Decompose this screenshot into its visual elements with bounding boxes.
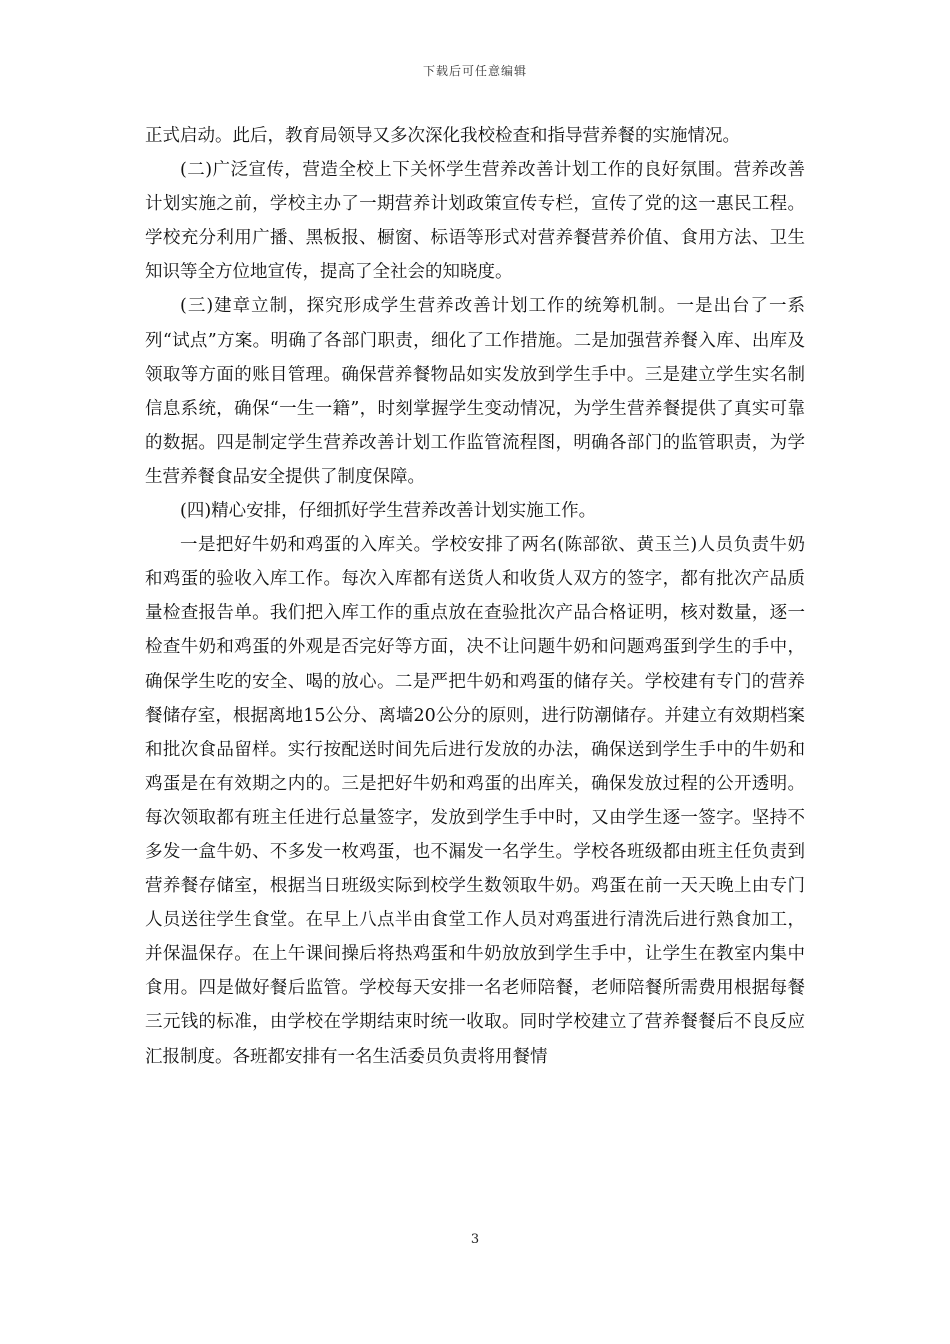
paragraph-implementation: 一是把好牛奶和鸡蛋的入库关。学校安排了两名(陈部欲、黄玉兰)人员负责牛奶和鸡蛋的验收入库工作。每次入库都有送货人和收货人双方的签字，都有批次产品质量检查报告单。我们把入库工作的重点放在查验批次产品合格证明，核对数量，逐一检查牛奶和鸡蛋的外观是否完好等方面，决不让问题牛奶和问题鸡蛋到学生的手中，确保学生吃的安全、喝的放心。二是严把牛奶和鸡蛋的储存关。学校建有专门的营养餐储存室，根据离地15公分、离墙20公分的原则，进行防潮储存。并建立有效期档案和批次食品留样。实行按配送时间先后进行发放的办法，确保送到学生手中的牛奶和鸡蛋是在有效期之内的。三是把好牛奶和鸡蛋的出库关，确保发放过程的公开透明。每次领取都有班主任进行总量签字，发放到学生手中时，又由学生逐一签字。坚持不多发一盒牛奶、不多发一枚鸡蛋，也不漏发一名学生。学校各班级都由班主任负责到营养餐存储室，根据当日班级实际到校学生数领取牛奶。鸡蛋在前一天天晚上由专门人员送往学生食堂。在早上八点半由食堂工作人员对鸡蛋进行清洗后进行熟食加工，并保温保存。在上午课间操后将热鸡蛋和牛奶放放到学生手中，让学生在教室内集中食用。四是做好餐后监管。学校每天安排一名老师陪餐，老师陪餐所需费用根据每餐三元钱的标准，由学校在学期结束时统一收取。同时学校建立了营养餐餐后不良反应汇报制度。各班都安排有一名生活委员负责将用餐情 bbox=[145, 535, 805, 1067]
paragraph-continuation: 正式启动。此后，教育局领导又多次深化我校检查和指导营养餐的实施情况。 bbox=[145, 126, 740, 146]
page-number: 3 bbox=[470, 1232, 480, 1247]
paragraph-section-heading: (四)精心安排，仔细抓好学生营养改善计划实施工作。 bbox=[180, 501, 597, 522]
page-header: 下载后可任意编辑 bbox=[422, 64, 527, 78]
paragraph-regulations: (三)建章立制，探究形成学生营养改善计划工作的统筹机制。一是出台了一系列“试点”方案。明确了各部门职责，细化了工作措施。二是加强营养餐入库、出库及领取等方面的账目管理。确保营养餐物品如实发放到学生手中。三是建立学生实名制信息系统，确保“一生一籍”，时刻掌握学生变动情况，为学生营养餐提供了真实可靠的数据。四是制定学生营养改善计划工作监管流程图，明确各部门的监管职责，为学生营养餐食品安全提供了制度保障。 bbox=[145, 296, 805, 487]
paragraph-publicity: (二)广泛宣传，营造全校上下关怀学生营养改善计划工作的良好氛围。营养改善计划实施之前，学校主办了一期营养计划政策宣传专栏，宣传了党的这一惠民工程。学校充分利用广播、黑板报、橱窗、标语等形式对营养餐营养价值、食用方法、卫生知识等全方位地宣传，提高了全社会的知晓度。 bbox=[145, 160, 805, 283]
document-body bbox=[145, 119, 805, 1074]
